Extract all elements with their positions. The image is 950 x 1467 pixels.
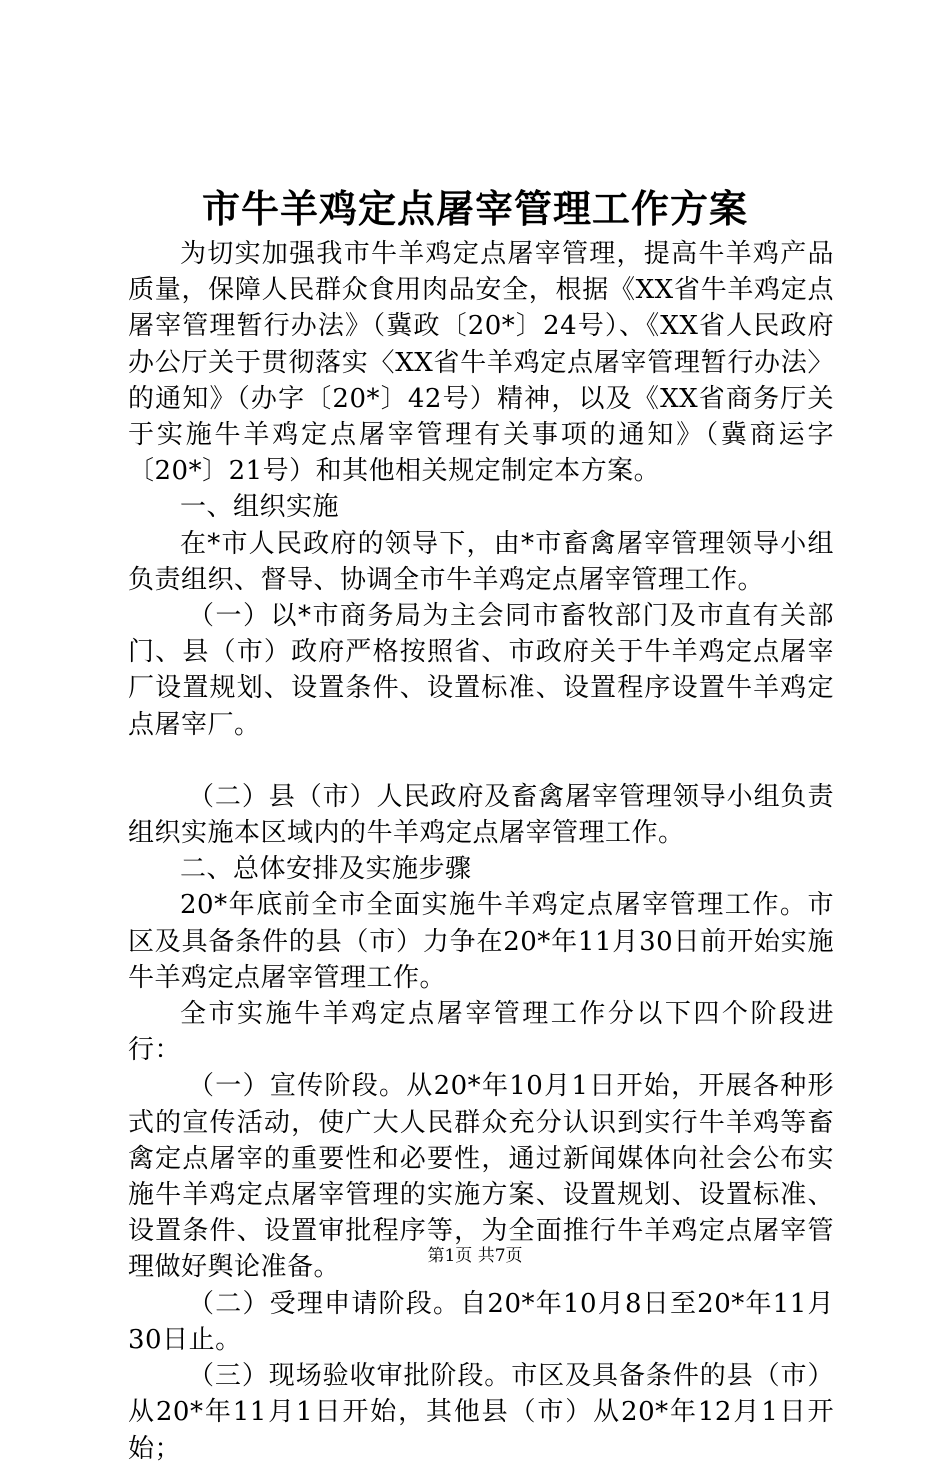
document-body [128, 236, 834, 1467]
organization-item-2: （二）县（市）人民政府及畜禽屠宰管理领导小组负责组织实施本区域内的牛羊鸡定点屠宰管理工作。 [128, 781, 834, 849]
paragraph-gap [128, 743, 834, 779]
stage-2: （二）受理申请阶段。自20*年10月8日至20*年11月30日止。 [128, 1288, 834, 1355]
stage-1: （一）宣传阶段。从20*年10月1日开始，开展各种形式的宣传活动，使广大人民群众充分认识到实行牛羊鸡等畜禽定点屠宰的重要性和必要性，通过新闻媒体向社会公布实施牛羊鸡定点屠宰管理的实施方案、设置规划、设置标准、设置条件、设置审批程序等，为全面推行牛羊鸡定点屠宰管理做好舆论准备。 [128, 1071, 834, 1283]
steps-paragraph: 20*年底前全市全面实施牛羊鸡定点屠宰管理工作。市区及具备条件的县（市）力争在20*年11月30日前开始实施牛羊鸡定点屠宰管理工作。 [128, 890, 834, 993]
intro-paragraph: 为切实加强我市牛羊鸡定点屠宰管理，提高牛羊鸡产品质量，保障人民群众食用肉品安全，根据《XX省牛羊鸡定点屠宰管理暂行办法》（冀政〔20*〕24号）、《XX省人民政府办公厅关于贯彻落实〈XX省牛羊鸡定点屠宰管理暂行办法〉的通知》（办字〔20*〕42号）精神，以及《XX省商务厅关于实施牛羊鸡定点屠宰管理有关事项的通知》（冀商运字〔20*〕21号）和其他相关规定制定本方案。 [128, 239, 834, 487]
section-heading-steps: 二、总体安排及实施步骤 [180, 854, 472, 885]
page-footer: 第1页 共7页 [427, 1246, 523, 1266]
stages-intro: 全市实施牛羊鸡定点屠宰管理工作分以下四个阶段进行： [128, 999, 834, 1066]
organization-paragraph: 在*市人民政府的领导下，由*市畜禽屠宰管理领导小组负责组织、督导、协调全市牛羊鸡定点屠宰管理工作。 [128, 528, 834, 595]
organization-item-1: （一）以*市商务局为主会同市畜牧部门及市直有关部门、县（市）政府严格按照省、市政府关于牛羊鸡定点屠宰厂设置规划、设置条件、设置标准、设置程序设置牛羊鸡定点屠宰厂。 [128, 601, 834, 740]
stage-3: （三）现场验收审批阶段。市区及具备条件的县（市）从20*年11月1日开始，其他县（市）从20*年12月1日开始； [128, 1361, 834, 1464]
document-title: 市牛羊鸡定点屠宰管理工作方案 [201, 186, 748, 231]
section-heading-organization: 一、组织实施 [180, 492, 340, 523]
